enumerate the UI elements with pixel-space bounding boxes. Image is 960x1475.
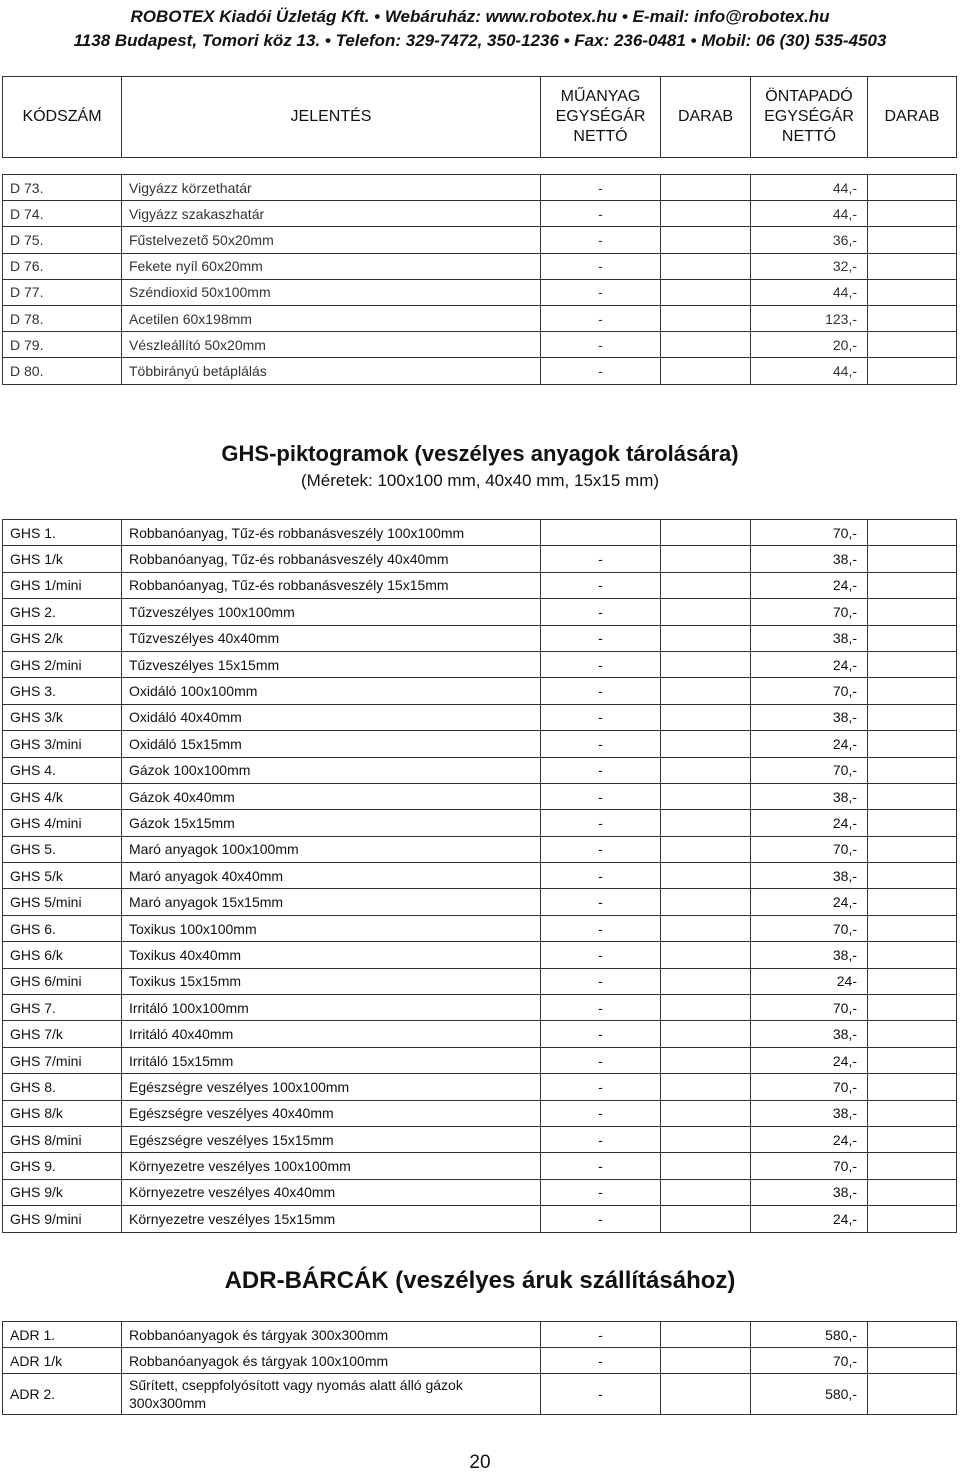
- adhesive-quantity: [868, 358, 957, 384]
- d-table-row: [3, 253, 957, 279]
- plastic-quantity: [661, 731, 751, 757]
- plastic-quantity: [661, 175, 751, 201]
- item-description: Toxikus 40x40mm: [122, 942, 541, 968]
- ghs-table-row: [3, 863, 957, 889]
- col-header-qty2: DARAB: [868, 77, 957, 158]
- column-header-table: [2, 76, 957, 158]
- plastic-price: -: [541, 995, 661, 1021]
- ghs-section-title: GHS-piktogramok (veszélyes anyagok tárolására): [221, 441, 739, 466]
- adhesive-quantity: [868, 520, 957, 546]
- company-header-line2: 1138 Budapest, Tomori köz 13. • Telefon: 329-7472, 350-1236 • Fax: 236-0481 • Mobil: 06 (30) 535-4503: [73, 31, 887, 50]
- adhesive-quantity: [868, 572, 957, 598]
- item-code: GHS 2/mini: [3, 651, 122, 677]
- ghs-table-row: [3, 520, 957, 546]
- item-description: Robbanóanyag, Tűz-és robbanásveszély 100x100mm: [122, 520, 541, 546]
- ghs-table-row: [3, 1074, 957, 1100]
- item-code: GHS 9/k: [3, 1179, 122, 1205]
- adhesive-quantity: [868, 995, 957, 1021]
- item-code: D 73.: [3, 175, 122, 201]
- item-code: D 75.: [3, 227, 122, 253]
- plastic-price: -: [541, 942, 661, 968]
- adhesive-quantity: [868, 1206, 957, 1232]
- item-description: Oxidáló 40x40mm: [122, 704, 541, 730]
- adhesive-price: 44,-: [751, 175, 868, 201]
- plastic-quantity: [661, 836, 751, 862]
- plastic-price: -: [541, 546, 661, 572]
- plastic-price: -: [541, 1074, 661, 1100]
- plastic-price: [541, 520, 661, 546]
- adhesive-quantity: [868, 253, 957, 279]
- item-code: GHS 8/mini: [3, 1126, 122, 1152]
- plastic-quantity: [661, 968, 751, 994]
- ghs-table-row: [3, 1179, 957, 1205]
- item-code: GHS 8.: [3, 1074, 122, 1100]
- adhesive-quantity: [868, 1153, 957, 1179]
- page-number: 20: [469, 1452, 491, 1473]
- plastic-price: -: [541, 1179, 661, 1205]
- item-description: Maró anyagok 100x100mm: [122, 836, 541, 862]
- plastic-quantity: [661, 783, 751, 809]
- adhesive-price: 38,-: [751, 625, 868, 651]
- adhesive-price: 24,-: [751, 572, 868, 598]
- plastic-price: -: [541, 783, 661, 809]
- adhesive-quantity: [868, 201, 957, 227]
- adhesive-price: 24,-: [751, 810, 868, 836]
- adhesive-quantity: [868, 783, 957, 809]
- plastic-quantity: [661, 201, 751, 227]
- adhesive-price: 24,-: [751, 651, 868, 677]
- plastic-quantity: [661, 1322, 751, 1348]
- plastic-quantity: [661, 279, 751, 305]
- item-description: Környezetre veszélyes 100x100mm: [122, 1153, 541, 1179]
- ghs-table-row: [3, 1021, 957, 1047]
- ghs-table-row: [3, 810, 957, 836]
- item-code: D 77.: [3, 279, 122, 305]
- adhesive-quantity: [868, 1322, 957, 1348]
- item-code: GHS 7.: [3, 995, 122, 1021]
- adhesive-price: 20,-: [751, 332, 868, 358]
- item-code: GHS 3/mini: [3, 731, 122, 757]
- adhesive-quantity: [868, 279, 957, 305]
- item-code: GHS 9/mini: [3, 1206, 122, 1232]
- plastic-price: -: [541, 863, 661, 889]
- item-description: Egészségre veszélyes 15x15mm: [122, 1126, 541, 1152]
- item-description: Acetilen 60x198mm: [122, 305, 541, 331]
- item-description: Robbanóanyag, Tűz-és robbanásveszély 40x40mm: [122, 546, 541, 572]
- plastic-price: -: [541, 305, 661, 331]
- plastic-quantity: [661, 1348, 751, 1374]
- plastic-price: -: [541, 1374, 661, 1415]
- ghs-table-row: [3, 678, 957, 704]
- adhesive-price: 70,-: [751, 1074, 868, 1100]
- adr-table-row: [3, 1322, 957, 1348]
- column-header-row: [3, 77, 957, 158]
- adhesive-quantity: [868, 863, 957, 889]
- adhesive-price: 580,-: [751, 1374, 868, 1415]
- adhesive-quantity: [868, 599, 957, 625]
- plastic-quantity: [661, 678, 751, 704]
- plastic-price: -: [541, 836, 661, 862]
- item-description: Vigyázz körzethatár: [122, 175, 541, 201]
- adhesive-price: 38,-: [751, 1021, 868, 1047]
- adhesive-quantity: [868, 1074, 957, 1100]
- adhesive-quantity: [868, 810, 957, 836]
- plastic-price: -: [541, 175, 661, 201]
- d-table-row: [3, 305, 957, 331]
- plastic-quantity: [661, 625, 751, 651]
- ghs-table-row: [3, 995, 957, 1021]
- plastic-price: -: [541, 704, 661, 730]
- plastic-price: -: [541, 731, 661, 757]
- ghs-table-row: [3, 783, 957, 809]
- item-description: Robbanóanyagok és tárgyak 300x300mm: [122, 1322, 541, 1348]
- plastic-price: -: [541, 572, 661, 598]
- ghs-table-row: [3, 915, 957, 941]
- d-table-row: [3, 227, 957, 253]
- plastic-quantity: [661, 332, 751, 358]
- plastic-quantity: [661, 915, 751, 941]
- plastic-quantity: [661, 227, 751, 253]
- adhesive-quantity: [868, 968, 957, 994]
- plastic-price: -: [541, 1322, 661, 1348]
- adhesive-price: 38,-: [751, 546, 868, 572]
- adhesive-price: 580,-: [751, 1322, 868, 1348]
- item-code: GHS 5/mini: [3, 889, 122, 915]
- plastic-quantity: [661, 1179, 751, 1205]
- plastic-price: -: [541, 1126, 661, 1152]
- plastic-price: -: [541, 253, 661, 279]
- plastic-quantity: [661, 757, 751, 783]
- company-header-line1: ROBOTEX Kiadói Üzletág Kft. • Webáruház: www.robotex.hu • E-mail: info@robotex.hu: [130, 7, 830, 26]
- adhesive-quantity: [868, 731, 957, 757]
- item-code: GHS 8/k: [3, 1100, 122, 1126]
- item-description: Robbanóanyagok és tárgyak 100x100mm: [122, 1348, 541, 1374]
- plastic-quantity: [661, 1153, 751, 1179]
- plastic-price: -: [541, 227, 661, 253]
- adhesive-price: 70,-: [751, 757, 868, 783]
- adhesive-price: 38,-: [751, 783, 868, 809]
- adhesive-price: 70,-: [751, 836, 868, 862]
- adhesive-price: 44,-: [751, 279, 868, 305]
- plastic-price: -: [541, 968, 661, 994]
- item-code: GHS 6.: [3, 915, 122, 941]
- adhesive-price: 36,-: [751, 227, 868, 253]
- plastic-quantity: [661, 810, 751, 836]
- item-code: GHS 2/k: [3, 625, 122, 651]
- ghs-table-row: [3, 546, 957, 572]
- ghs-table-row: [3, 1153, 957, 1179]
- adhesive-quantity: [868, 546, 957, 572]
- adr-rows-table: [2, 1321, 957, 1415]
- adhesive-price: 38,-: [751, 863, 868, 889]
- plastic-price: -: [541, 889, 661, 915]
- plastic-price: -: [541, 678, 661, 704]
- item-code: GHS 1/k: [3, 546, 122, 572]
- plastic-price: -: [541, 1153, 661, 1179]
- adhesive-price: 24,-: [751, 1047, 868, 1073]
- item-description: Egészségre veszélyes 100x100mm: [122, 1074, 541, 1100]
- adhesive-price: 70,-: [751, 599, 868, 625]
- item-description: Robbanóanyag, Tűz-és robbanásveszély 15x15mm: [122, 572, 541, 598]
- ghs-table-row: [3, 704, 957, 730]
- adhesive-quantity: [868, 175, 957, 201]
- item-description: Toxikus 100x100mm: [122, 915, 541, 941]
- plastic-quantity: [661, 704, 751, 730]
- adhesive-quantity: [868, 1126, 957, 1152]
- ghs-table-row: [3, 651, 957, 677]
- item-description: Fekete nyíl 60x20mm: [122, 253, 541, 279]
- item-code: GHS 4.: [3, 757, 122, 783]
- item-description: Környezetre veszélyes 40x40mm: [122, 1179, 541, 1205]
- item-code: GHS 6/k: [3, 942, 122, 968]
- item-code: D 78.: [3, 305, 122, 331]
- adhesive-quantity: [868, 1021, 957, 1047]
- d-table-row: [3, 332, 957, 358]
- adhesive-price: 24-: [751, 968, 868, 994]
- item-description: Gázok 100x100mm: [122, 757, 541, 783]
- adhesive-price: 38,-: [751, 942, 868, 968]
- item-description: Oxidáló 100x100mm: [122, 678, 541, 704]
- col-header-code: KÓDSZÁM: [3, 77, 122, 158]
- item-description: Irritáló 15x15mm: [122, 1047, 541, 1073]
- item-code: GHS 6/mini: [3, 968, 122, 994]
- col-header-desc: JELENTÉS: [122, 77, 541, 158]
- item-description: Tűzveszélyes 40x40mm: [122, 625, 541, 651]
- item-code: D 74.: [3, 201, 122, 227]
- item-description: Környezetre veszélyes 15x15mm: [122, 1206, 541, 1232]
- plastic-price: -: [541, 1206, 661, 1232]
- adhesive-quantity: [868, 704, 957, 730]
- item-code: GHS 5/k: [3, 863, 122, 889]
- item-description: Tűzveszélyes 15x15mm: [122, 651, 541, 677]
- plastic-price: -: [541, 201, 661, 227]
- plastic-quantity: [661, 572, 751, 598]
- adhesive-quantity: [868, 651, 957, 677]
- adhesive-quantity: [868, 1348, 957, 1374]
- ghs-table-row: [3, 889, 957, 915]
- adhesive-quantity: [868, 942, 957, 968]
- plastic-price: -: [541, 332, 661, 358]
- d-table-row: [3, 175, 957, 201]
- plastic-price: -: [541, 1047, 661, 1073]
- adr-section-title: ADR-BÁRCÁK (veszélyes áruk szállításához): [224, 1267, 736, 1294]
- adhesive-price: 38,-: [751, 704, 868, 730]
- adhesive-price: 44,-: [751, 201, 868, 227]
- plastic-quantity: [661, 520, 751, 546]
- adhesive-price: 24,-: [751, 1126, 868, 1152]
- plastic-quantity: [661, 651, 751, 677]
- item-description: Irritáló 100x100mm: [122, 995, 541, 1021]
- adhesive-price: 70,-: [751, 1153, 868, 1179]
- plastic-price: -: [541, 1348, 661, 1374]
- col-header-adhesive-price: ÖNTAPADÓ EGYSÉGÁR NETTÓ: [751, 77, 868, 158]
- d-table-row: [3, 358, 957, 384]
- adhesive-price: 70,-: [751, 678, 868, 704]
- adhesive-quantity: [868, 757, 957, 783]
- plastic-price: -: [541, 279, 661, 305]
- col-header-plastic-price: MŰANYAG EGYSÉGÁR NETTÓ: [541, 77, 661, 158]
- adhesive-price: 123,-: [751, 305, 868, 331]
- plastic-quantity: [661, 863, 751, 889]
- adhesive-quantity: [868, 678, 957, 704]
- adhesive-price: 24,-: [751, 731, 868, 757]
- adhesive-quantity: [868, 305, 957, 331]
- item-code: GHS 7/mini: [3, 1047, 122, 1073]
- ghs-table-row: [3, 757, 957, 783]
- adhesive-price: 38,-: [751, 1179, 868, 1205]
- adhesive-quantity: [868, 1179, 957, 1205]
- ghs-table-row: [3, 836, 957, 862]
- item-description: Széndioxid 50x100mm: [122, 279, 541, 305]
- plastic-price: -: [541, 358, 661, 384]
- adhesive-price: 70,-: [751, 520, 868, 546]
- ghs-table-row: [3, 1047, 957, 1073]
- item-code: D 80.: [3, 358, 122, 384]
- plastic-quantity: [661, 1021, 751, 1047]
- ghs-table-row: [3, 731, 957, 757]
- adhesive-quantity: [868, 836, 957, 862]
- item-code: ADR 2.: [3, 1374, 122, 1415]
- item-code: GHS 1.: [3, 520, 122, 546]
- ghs-table-row: [3, 1126, 957, 1152]
- ghs-section-subtitle: (Méretek: 100x100 mm, 40x40 mm, 15x15 mm): [300, 471, 660, 490]
- adhesive-price: 44,-: [751, 358, 868, 384]
- item-code: GHS 4/mini: [3, 810, 122, 836]
- plastic-quantity: [661, 546, 751, 572]
- adhesive-price: 24,-: [751, 889, 868, 915]
- d-table-row: [3, 279, 957, 305]
- item-code: GHS 2.: [3, 599, 122, 625]
- item-description: Maró anyagok 40x40mm: [122, 863, 541, 889]
- plastic-quantity: [661, 599, 751, 625]
- plastic-price: -: [541, 625, 661, 651]
- item-code: GHS 9.: [3, 1153, 122, 1179]
- ghs-table-row: [3, 572, 957, 598]
- item-description: Tűzveszélyes 100x100mm: [122, 599, 541, 625]
- adhesive-quantity: [868, 1374, 957, 1415]
- adhesive-quantity: [868, 625, 957, 651]
- ghs-table-row: [3, 625, 957, 651]
- item-code: GHS 3.: [3, 678, 122, 704]
- adr-table-row: [3, 1348, 957, 1374]
- adhesive-price: 38,-: [751, 1100, 868, 1126]
- plastic-quantity: [661, 253, 751, 279]
- item-code: D 79.: [3, 332, 122, 358]
- adhesive-quantity: [868, 227, 957, 253]
- adhesive-price: 32,-: [751, 253, 868, 279]
- plastic-price: -: [541, 1100, 661, 1126]
- adhesive-price: 70,-: [751, 1348, 868, 1374]
- plastic-price: -: [541, 599, 661, 625]
- item-code: GHS 5.: [3, 836, 122, 862]
- d-rows-table: [2, 174, 957, 385]
- item-code: D 76.: [3, 253, 122, 279]
- adr-table-row: [3, 1374, 957, 1415]
- plastic-quantity: [661, 1100, 751, 1126]
- adhesive-price: 24,-: [751, 1206, 868, 1232]
- item-description: Gázok 40x40mm: [122, 783, 541, 809]
- ghs-table-row: [3, 1100, 957, 1126]
- item-code: GHS 3/k: [3, 704, 122, 730]
- plastic-price: -: [541, 757, 661, 783]
- item-description: Egészségre veszélyes 40x40mm: [122, 1100, 541, 1126]
- item-description: Maró anyagok 15x15mm: [122, 889, 541, 915]
- item-description: Oxidáló 15x15mm: [122, 731, 541, 757]
- plastic-quantity: [661, 1074, 751, 1100]
- plastic-price: -: [541, 810, 661, 836]
- adhesive-quantity: [868, 915, 957, 941]
- item-code: GHS 4/k: [3, 783, 122, 809]
- item-description: Sűrített, cseppfolyósított vagy nyomás alatt álló gázok 300x300mm: [122, 1374, 541, 1415]
- item-description: Gázok 15x15mm: [122, 810, 541, 836]
- ghs-table-row: [3, 1206, 957, 1232]
- ghs-table-row: [3, 599, 957, 625]
- item-description: Irritáló 40x40mm: [122, 1021, 541, 1047]
- adhesive-quantity: [868, 332, 957, 358]
- item-description: Fűstelvezető 50x20mm: [122, 227, 541, 253]
- adhesive-quantity: [868, 1047, 957, 1073]
- item-code: GHS 1/mini: [3, 572, 122, 598]
- plastic-quantity: [661, 995, 751, 1021]
- plastic-quantity: [661, 305, 751, 331]
- plastic-quantity: [661, 1126, 751, 1152]
- item-code: ADR 1.: [3, 1322, 122, 1348]
- col-header-qty1: DARAB: [661, 77, 751, 158]
- plastic-quantity: [661, 1047, 751, 1073]
- plastic-price: -: [541, 1021, 661, 1047]
- item-code: ADR 1/k: [3, 1348, 122, 1374]
- adhesive-quantity: [868, 889, 957, 915]
- item-description: Többirányú betáplálás: [122, 358, 541, 384]
- item-description: Vigyázz szakaszhatár: [122, 201, 541, 227]
- ghs-rows-table: [2, 519, 957, 1233]
- item-description: Vészleállító 50x20mm: [122, 332, 541, 358]
- d-table-row: [3, 201, 957, 227]
- plastic-quantity: [661, 942, 751, 968]
- adhesive-price: 70,-: [751, 915, 868, 941]
- adhesive-price: 70,-: [751, 995, 868, 1021]
- item-code: GHS 7/k: [3, 1021, 122, 1047]
- plastic-quantity: [661, 1374, 751, 1415]
- plastic-quantity: [661, 358, 751, 384]
- ghs-table-row: [3, 968, 957, 994]
- plastic-quantity: [661, 1206, 751, 1232]
- plastic-price: -: [541, 651, 661, 677]
- item-description: Toxikus 15x15mm: [122, 968, 541, 994]
- ghs-table-row: [3, 942, 957, 968]
- plastic-quantity: [661, 889, 751, 915]
- adhesive-quantity: [868, 1100, 957, 1126]
- plastic-price: -: [541, 915, 661, 941]
